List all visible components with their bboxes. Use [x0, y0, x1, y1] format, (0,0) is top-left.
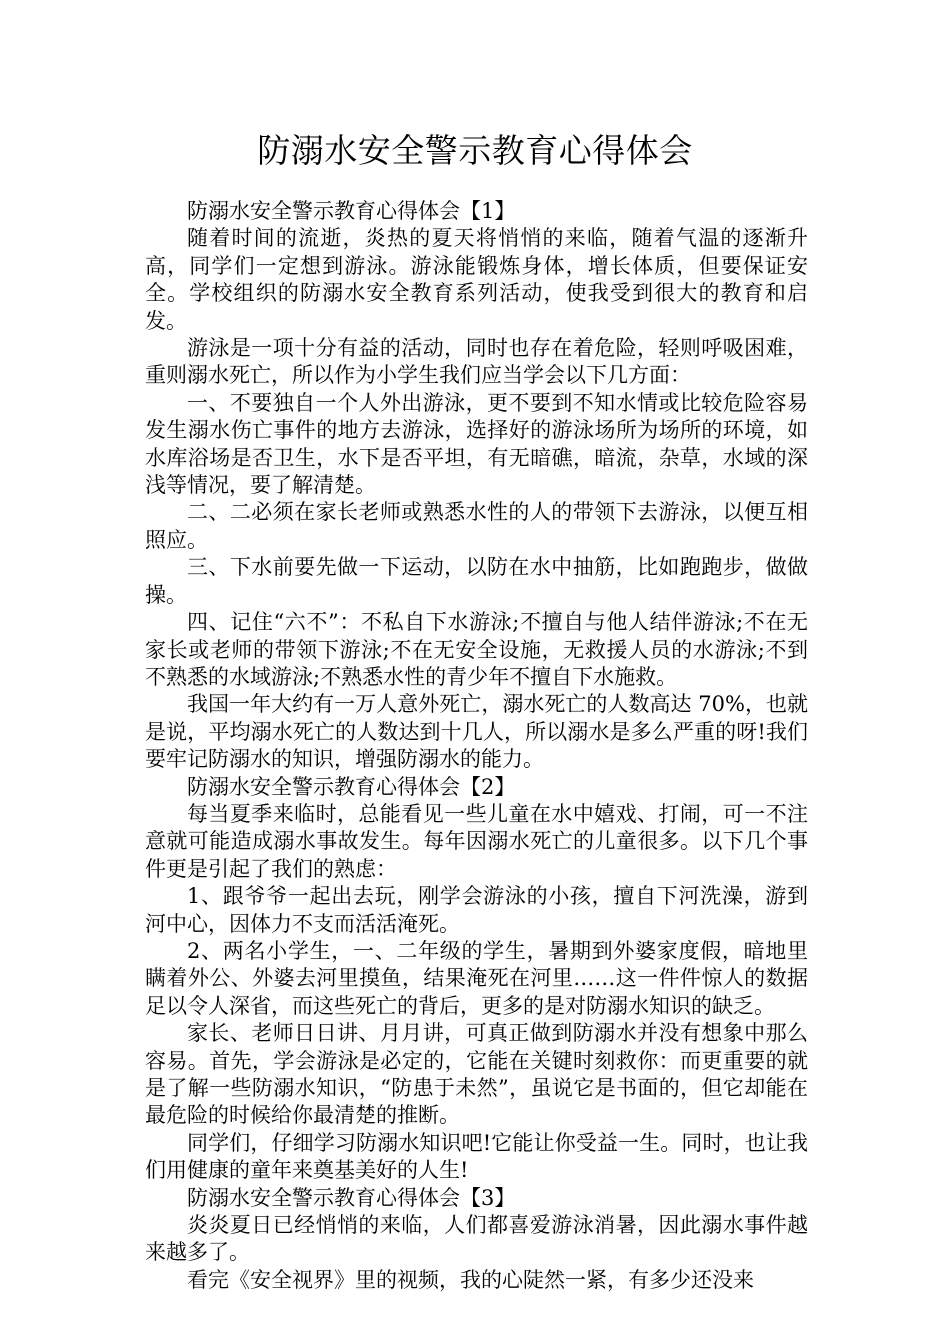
body-paragraph: 家长、老师日日讲、月月讲，可真正做到防溺水并没有想象中那么容易。首先，学会游泳是必定的，它能在关键时刻救你：而更重要的就是了解一些防溺水知识，“防患于未然”，虽说它是书面的，但它却能在最危险的时候给你最清楚的推断。 — [145, 1021, 808, 1128]
body-paragraph: 游泳是一项十分有益的活动，同时也存在着危险，轻则呼吸困难，重则溺水死亡，所以作为小学生我们应当学会以下几方面： — [145, 336, 808, 388]
body-paragraph: 同学们，仔细学习防溺水知识吧!它能让你受益一生。同时，也让我们用健康的童年来奠基美好的人生! — [145, 1130, 808, 1183]
list-point-4: 四、记住“六不”：不私自下水游泳;不擅自与他人结伴游泳;不在无家长或老师的带领下游泳;不在无安全设施，无救援人员的水游泳;不到不熟悉的水域游泳;不熟悉水性的青少年不擅自下水施救。 — [145, 610, 808, 689]
list-point-1: 1、跟爷爷一起出去玩，刚学会游泳的小孩，擅自下河洗澡，游到河中心，因体力不支而活活淹死。 — [145, 884, 808, 936]
body-paragraph: 我国一年大约有一万人意外死亡，溺水死亡的人数高达 70%，也就是说，平均溺水死亡的人数达到十几人，所以溺水是多么严重的呀!我们要牢记防溺水的知识，增强防溺水的能力。 — [145, 692, 808, 772]
list-point-2: 2、两名小学生，一、二年级的学生，暑期到外婆家度假，暗地里瞒着外公、外婆去河里摸鱼，结果淹死在河里……这一件件惊人的数据足以令人深省，而这些死亡的背后，更多的是对防溺水知识的缺乏。 — [145, 938, 808, 1018]
list-point-1: 一、不要独自一个人外出游泳，更不要到不知水情或比较危险容易发生溺水伤亡事件的地方去游泳，选择好的游泳场所为场所的环境，如水库浴场是否卫生，水下是否平坦，有无暗礁，暗流，杂草，水域的深浅等情况，要了解清楚。 — [145, 390, 808, 498]
section-heading-1: 防溺水安全警示教育心得体会【1】 — [187, 199, 516, 223]
body-paragraph: 随着时间的流逝，炎热的夏天将悄悄的来临，随着气温的逐渐升高，同学们一定想到游泳。游泳能锻炼身体，增长体质，但要保证安全。学校组织的防溺水安全教育系列活动，使我受到很大的教育和启发。 — [145, 226, 808, 333]
document-title: 防溺水安全警示教育心得体会 — [257, 131, 693, 170]
document-body — [145, 198, 808, 1294]
body-paragraph: 看完《安全视界》里的视频，我的心陡然一紧，有多少还没来 — [187, 1267, 754, 1292]
list-point-3: 三、下水前要先做一下运动，以防在水中抽筋，比如跑跑步，做做操。 — [145, 555, 808, 607]
section-heading-2: 防溺水安全警示教育心得体会【2】 — [187, 774, 516, 799]
list-point-2: 二、二必须在家长老师或熟悉水性的人的带领下去游泳，以便互相照应。 — [145, 500, 808, 552]
body-paragraph: 每当夏季来临时，总能看见一些儿童在水中嬉戏、打闹，可一不注意就可能造成溺水事故发生。每年因溺水死亡的儿童很多。以下几个事件更是引起了我们的熟虑： — [145, 801, 808, 881]
section-heading-3: 防溺水安全警示教育心得体会【3】 — [187, 1185, 516, 1210]
body-paragraph: 炎炎夏日已经悄悄的来临，人们都喜爱游泳消暑，因此溺水事件越来越多了。 — [145, 1213, 808, 1265]
